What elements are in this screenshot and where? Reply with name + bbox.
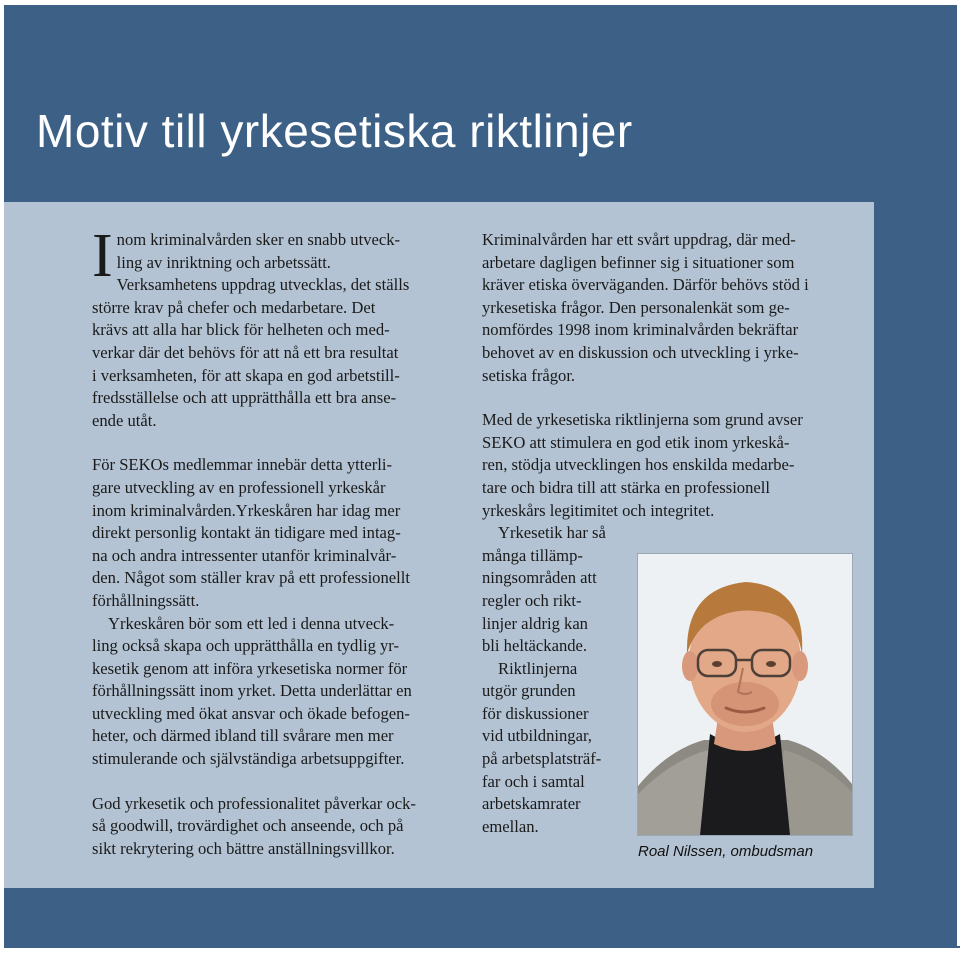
mission-paragraph bbox=[482, 229, 860, 387]
text-line: förhållningssätt inom yrket. Detta underlättar en bbox=[92, 681, 412, 701]
text-line: na och andra intressenter utanför kriminalvår- bbox=[92, 545, 397, 565]
text-line: verkar där det behövs för att nå ett bra resultat bbox=[92, 342, 399, 362]
text-line: ende utåt. bbox=[92, 410, 157, 430]
text-line: för diskussioner bbox=[482, 703, 589, 723]
text-line: SEKO att stimulera en god etik inom yrkeskå- bbox=[482, 432, 790, 452]
text-line: så goodwill, trovärdighet och anseende, och på bbox=[92, 816, 404, 836]
text-line: Kriminalvården har ett svårt uppdrag, där med- bbox=[482, 230, 796, 249]
photo-caption: Roal Nilssen, ombudsman bbox=[638, 843, 814, 860]
text-line: heter, och därmed ibland till svårare men mer bbox=[92, 726, 394, 746]
text-line: nomfördes 1998 inom kriminalvården bekräftar bbox=[482, 320, 799, 340]
corner-accent bbox=[920, 946, 960, 948]
text-line: nom kriminalvården sker en snabb utveck- bbox=[116, 230, 401, 249]
profession-paragraph bbox=[92, 613, 464, 771]
text-line: sikt rekrytering och bättre anställningsvillkor. bbox=[92, 838, 395, 858]
text-line: kräver etiska överväganden. Därför behövs stöd i bbox=[482, 275, 809, 295]
text-line: Yrkesetik har så bbox=[498, 523, 606, 543]
text-line: i verksamheten, för att skapa en god arbetstill- bbox=[92, 365, 400, 385]
text-line: arbetare dagligen befinner sig i situationer som bbox=[482, 252, 795, 272]
text-line: förhållningssätt. bbox=[92, 590, 200, 610]
text-line: inom kriminalvården.Yrkeskåren har idag mer bbox=[92, 500, 401, 520]
paragraph-lines bbox=[92, 222, 410, 430]
text-line: ren, stödja utvecklingen hos enskilda medarbe- bbox=[482, 455, 795, 475]
goodwill-paragraph bbox=[92, 793, 464, 861]
text-line: gare utveckling av en professionell yrkeskår bbox=[92, 477, 386, 497]
discussion-paragraph bbox=[482, 658, 627, 839]
ethics-paragraph bbox=[482, 522, 627, 658]
text-line: yrkesetiska frågor. Den personalenkät som ge- bbox=[482, 297, 790, 317]
text-line: För SEKOs medlemmar innebär detta ytterli- bbox=[92, 455, 392, 475]
portrait-photo bbox=[637, 553, 853, 836]
text-line: behovet av en diskussion och utveckling i yrke- bbox=[482, 342, 799, 362]
page-title: Motiv till yrkesetiska riktlinjer bbox=[36, 105, 633, 157]
intro-paragraph bbox=[92, 222, 464, 432]
text-line: fredsställelse och att upprätthålla ett bra anse- bbox=[92, 388, 397, 408]
text-line: regler och rikt- bbox=[482, 590, 582, 610]
text-line: emellan. bbox=[482, 816, 539, 836]
text-line: vid utbildningar, bbox=[482, 726, 592, 746]
text-line: arbetskamrater bbox=[482, 794, 581, 814]
text-line: God yrkesetik och professionalitet påverkar ock- bbox=[92, 793, 416, 813]
text-line: far och i samtal bbox=[482, 771, 585, 791]
text-line: ling också skapa och upprätthålla en tydlig yr- bbox=[92, 636, 400, 656]
text-line: Med de yrkesetiska riktlinjerna som grund avser bbox=[482, 410, 803, 430]
portrait-illustration bbox=[638, 554, 852, 835]
text-line: yrkeskårs legitimitet och integritet. bbox=[482, 500, 715, 520]
text-line: krävs att alla har blick för helheten och med- bbox=[92, 320, 390, 340]
drop-cap: I bbox=[92, 222, 113, 290]
text-line: många tillämp- bbox=[482, 545, 583, 565]
left-column bbox=[92, 222, 464, 860]
text-line: den. Något som ställer krav på ett professionellt bbox=[92, 568, 410, 588]
text-line: ling av inriktning och arbetssätt. bbox=[116, 252, 331, 272]
seko-paragraph bbox=[92, 454, 464, 612]
text-line: stimulerande och självständiga arbetsuppgifter. bbox=[92, 749, 405, 769]
text-line: linjer aldrig kan bbox=[482, 613, 588, 633]
text-line: utveckling med ökat ansvar och ökade befogen- bbox=[92, 703, 410, 723]
text-line: Yrkeskåren bör som ett led i denna utveck- bbox=[108, 613, 395, 633]
text-line: utgör grunden bbox=[482, 681, 576, 701]
text-line: större krav på chefer och medarbetare. Det bbox=[92, 297, 376, 317]
text-line: på arbetsplatsträf- bbox=[482, 749, 602, 769]
text-line: setiska frågor. bbox=[482, 365, 576, 385]
text-line: Verksamhetens uppdrag utvecklas, det ställs bbox=[116, 275, 410, 295]
guidelines-paragraph bbox=[482, 409, 860, 522]
text-line: direkt personlig kontakt än tidigare med intag- bbox=[92, 523, 401, 543]
text-line: kesetik genom att införa yrkesetiska normer för bbox=[92, 658, 408, 678]
text-line: ningsområden att bbox=[482, 568, 597, 588]
text-line: tare och bidra till att stärka en professionell bbox=[482, 477, 770, 497]
text-line: bli heltäckande. bbox=[482, 636, 588, 656]
text-line: Riktlinjerna bbox=[498, 658, 578, 678]
